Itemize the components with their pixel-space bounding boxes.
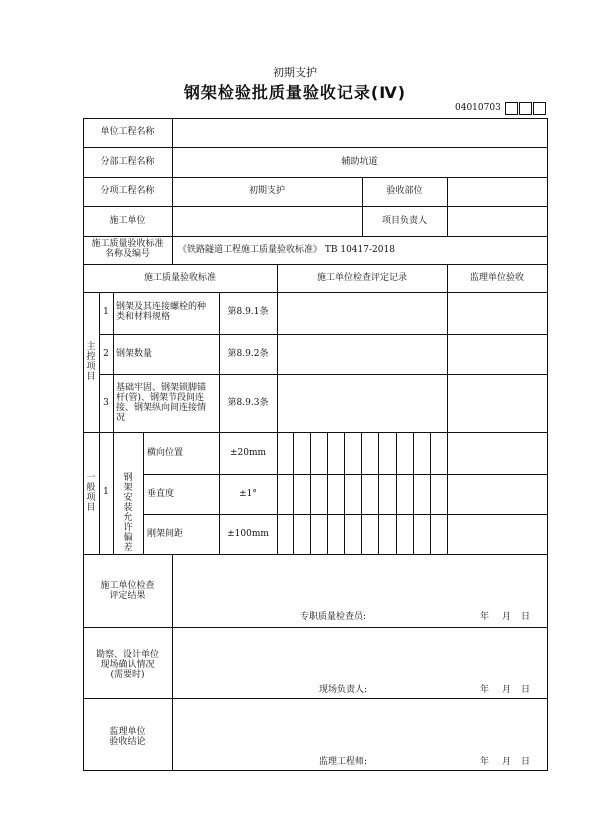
grid-line: [83, 770, 548, 771]
main-item-1-line2: 类和材料规格: [116, 312, 171, 322]
grid-line: [143, 514, 548, 515]
grid-line: [113, 292, 114, 554]
grid-line: [83, 292, 548, 293]
main-item-3-line1: 基础牢固、钢架锁脚锚: [116, 383, 207, 393]
form-subtitle: 初期支护: [273, 66, 317, 79]
grid-line: [83, 627, 548, 628]
general-group-label: 钢架安装允许偏差: [123, 473, 133, 553]
form-title: 钢架检验批质量验收记录(Ⅳ): [183, 83, 407, 102]
supervision-date-year: 年: [480, 757, 490, 767]
grid-line: [83, 432, 548, 433]
main-item-1-clause: 第8.9.1条: [227, 307, 269, 317]
construction-result-line1: 施工单位检查: [100, 581, 155, 591]
grid-line: [277, 264, 278, 554]
grid-line: [327, 432, 328, 554]
supervision-signer-label: 监理工程师:: [319, 757, 368, 767]
general-item-no: 1: [103, 487, 109, 497]
main-item-2-no: 2: [103, 349, 109, 359]
standard-label-line2: 名称及编号: [104, 249, 150, 259]
survey-confirm-line1: 勘察、设计单位: [95, 650, 159, 660]
grid-line: [430, 432, 431, 554]
construction-date-day: 日: [521, 612, 531, 622]
standard-label-line1: 施工质量验收标准: [91, 239, 164, 249]
standard-field[interactable]: 《铁路隧道工程施工质量验收标准》 TB 10417-2018: [178, 245, 395, 255]
grid-line: [143, 474, 548, 475]
grid-line: [344, 432, 345, 554]
general-item-2-tolerance: ±1°: [239, 489, 257, 499]
subitem-label: 分项工程名称: [100, 186, 155, 196]
grid-line: [83, 118, 548, 119]
main-item-3-line2: 杆(管)、钢架节段间连: [116, 393, 205, 403]
grid-line: [547, 118, 548, 771]
grid-line: [83, 177, 548, 178]
grid-line: [99, 334, 548, 335]
grid-line: [83, 698, 548, 699]
grid-line: [83, 206, 548, 207]
column-header-supervision: 监理单位验收: [469, 273, 524, 283]
main-item-2-desc: 钢架数量: [116, 349, 153, 359]
construction-date-month: 月: [502, 612, 512, 622]
construction-date-year: 年: [480, 612, 490, 622]
main-item-3-desc: [116, 383, 206, 423]
survey-date-day: 日: [521, 685, 531, 695]
general-item-3-name: 刚架间距: [147, 529, 184, 539]
grid-line: [83, 236, 548, 237]
code-box-1[interactable]: [505, 102, 518, 115]
subitem-field[interactable]: 初期支护: [248, 186, 285, 196]
general-item-1-tolerance: ±20mm: [229, 448, 267, 458]
construction-result-line2: 评定结果: [109, 591, 146, 601]
supervision-date-month: 月: [502, 757, 512, 767]
division-label: 分部工程名称: [100, 157, 155, 167]
acceptance-part-label: 验收部位: [386, 186, 423, 196]
construction-result-label: [83, 581, 172, 601]
grid-line: [83, 264, 548, 265]
grid-line: [447, 264, 448, 554]
general-item-2-name: 垂直度: [147, 489, 175, 499]
grid-line: [396, 432, 397, 554]
column-header-standard: 施工质量验收标准: [143, 273, 216, 283]
column-header-construction-record: 施工单位检查评定记录: [316, 273, 407, 283]
general-label: 一般项目: [86, 473, 96, 513]
code-box-2[interactable]: [519, 102, 532, 115]
form-code-bar: [455, 100, 546, 116]
main-item-2-clause: 第8.9.2条: [227, 349, 269, 359]
survey-confirm-line2: 现场确认情况: [100, 660, 155, 670]
grid-line: [293, 432, 294, 554]
supervision-date-day: 日: [521, 757, 531, 767]
survey-date-year: 年: [480, 685, 490, 695]
main-item-3-line3: 接、钢架纵向间连接情: [116, 403, 207, 413]
main-item-1-line1: 钢架及其连接螺栓的种: [116, 302, 207, 312]
grid-line: [310, 432, 311, 554]
main-item-3-line4: 况: [116, 413, 126, 423]
survey-confirm-label: [83, 650, 172, 680]
grid-line: [413, 432, 414, 554]
construction-unit-label: 施工单位: [109, 216, 146, 226]
main-item-3-clause: 第8.9.3条: [227, 398, 269, 408]
supervision-conclusion-label: [83, 727, 172, 747]
form-code: 04010703: [455, 103, 501, 113]
standard-label: [83, 239, 172, 259]
grid-line: [361, 432, 362, 554]
project-manager-label: 项目负责人: [381, 216, 427, 226]
grid-line: [172, 554, 173, 770]
grid-line: [378, 432, 379, 554]
general-item-1-name: 横向位置: [147, 448, 184, 458]
grid-line: [447, 177, 448, 236]
division-field[interactable]: 辅助坑道: [341, 157, 378, 167]
general-item-3-tolerance: ±100mm: [227, 529, 269, 539]
construction-signer-label: 专职质量检查员:: [300, 612, 367, 622]
supervision-conclusion-line1: 监理单位: [109, 727, 146, 737]
unit-project-label: 单位工程名称: [100, 127, 155, 137]
supervision-conclusion-line2: 验收结论: [109, 737, 146, 747]
survey-confirm-line3: (需要时): [110, 670, 145, 680]
main-item-1-no: 1: [103, 307, 109, 317]
grid-line: [83, 147, 548, 148]
grid-line: [143, 432, 144, 554]
grid-line: [83, 554, 548, 555]
main-item-3-no: 3: [103, 398, 109, 408]
survey-signer-label: 现场负责人:: [319, 685, 368, 695]
code-box-3[interactable]: [533, 102, 546, 115]
grid-line: [99, 374, 548, 375]
main-control-label: 主控项目: [86, 342, 96, 382]
grid-line: [99, 292, 100, 554]
main-item-1-desc: [116, 302, 206, 322]
survey-date-month: 月: [502, 685, 512, 695]
